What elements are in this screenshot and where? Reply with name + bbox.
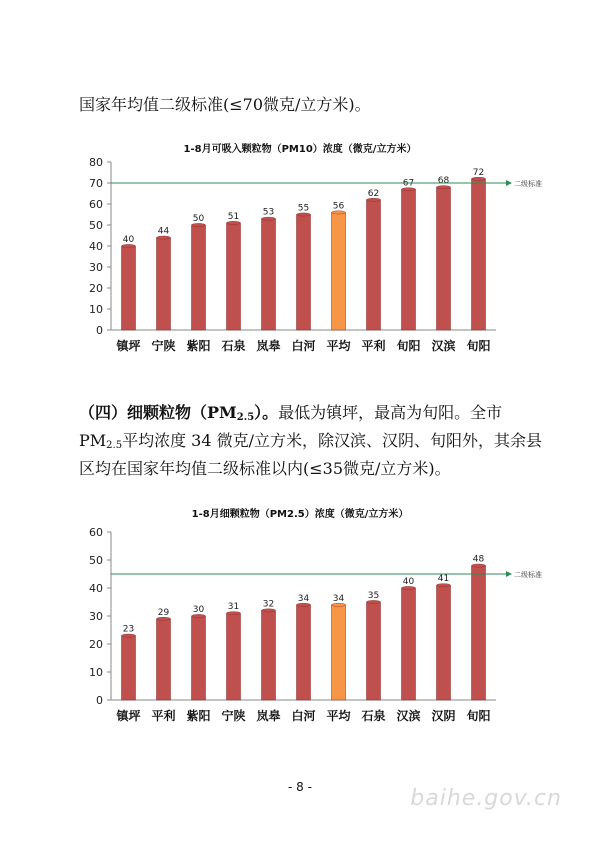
chart2-bar — [367, 602, 381, 700]
chart1-y-tick-label: 40 — [89, 240, 103, 253]
chart2-category-label: 旬阳 — [466, 709, 491, 723]
chart2-standard-label: 二级标准 — [514, 571, 542, 579]
chart2-bar — [122, 636, 136, 700]
chart2-data-label: 31 — [227, 602, 240, 613]
chart1-standard-label: 二级标准 — [514, 180, 542, 188]
chart2-y-tick-label: 30 — [89, 610, 103, 623]
chart2-bar — [192, 616, 206, 700]
chart1-y-tick-label: 50 — [89, 219, 103, 232]
chart2-data-label: 48 — [472, 554, 485, 565]
chart2-y-tick-label: 40 — [89, 582, 103, 595]
chart1-data-label: 62 — [367, 188, 380, 199]
chart2-data-label: 30 — [192, 605, 205, 615]
chart1-data-label: 55 — [297, 203, 310, 214]
chart2-bar — [402, 588, 416, 700]
chart2-category-label: 平均 — [326, 709, 351, 723]
section4-heading-sub: 2.5 — [236, 412, 255, 423]
section4-line1-rest: 最低为镇坪，最高为旬阳。全市 — [278, 403, 503, 422]
chart2-data-label: 41 — [437, 574, 450, 585]
chart2-category-label: 紫阳 — [186, 709, 211, 723]
chart2-bar — [332, 605, 346, 700]
chart2-category-label: 白河 — [291, 709, 316, 723]
chart1-data-label: 53 — [262, 207, 275, 218]
chart2-bar — [472, 566, 486, 700]
chart1-category-label: 旬阳 — [396, 339, 421, 353]
chart2-data-label: 34 — [332, 593, 345, 604]
chart1-category-label: 平均 — [326, 339, 351, 353]
chart1-y-tick-label: 20 — [89, 282, 103, 295]
chart2-category-label: 汉阴 — [431, 709, 456, 723]
page-number: - 8 - — [288, 780, 312, 794]
chart1-data-label: 50 — [192, 214, 205, 224]
section4-line3: 区均在国家年均值二级标准以内(≤35微克/立方米)。 — [79, 459, 451, 478]
section4-line2-rest: 平均浓度 34 微克/立方米，除汉滨、汉阴、旬阳外，其余县 — [122, 431, 542, 450]
chart2-data-label: 32 — [262, 599, 275, 610]
watermark-logo: baihe.gov.cn — [410, 786, 562, 811]
chart2-category-label: 石泉 — [361, 709, 386, 723]
chart2-y-tick-label: 50 — [89, 554, 103, 567]
chart2-title: 1-8月细颗粒物（PM2.5）浓度（微克/立方米） — [191, 509, 409, 520]
chart2-category-label: 宁陕 — [221, 709, 246, 723]
intro-line: 国家年均值二级标准(≤70微克/立方米)。 — [79, 95, 371, 114]
chart2-data-label: 23 — [122, 624, 135, 635]
chart2-data-label: 29 — [157, 607, 170, 618]
chart1-y-tick-label: 80 — [89, 156, 103, 169]
chart2-data-label: 34 — [297, 593, 310, 604]
chart2-y-tick-label: 0 — [96, 694, 103, 707]
chart1-category-label: 石泉 — [221, 339, 246, 353]
chart1-data-label: 51 — [227, 211, 240, 222]
chart2-bar — [157, 619, 171, 700]
chart2-category-label: 镇坪 — [116, 709, 141, 723]
section4-pm-sub: 2.5 — [106, 440, 123, 451]
chart1-category-label: 白河 — [291, 339, 316, 353]
chart1-data-label: 56 — [332, 201, 345, 212]
chart2-y-tick-label: 60 — [89, 526, 103, 539]
chart2-bar — [227, 613, 241, 700]
chart2-bar — [437, 585, 451, 700]
chart2-category-label: 平利 — [151, 709, 176, 723]
chart1-title: 1-8月可吸入颗粒物（PM10）浓度（微克/立方米） — [183, 144, 417, 155]
chart1-y-tick-label: 0 — [96, 324, 103, 337]
section4-heading: （四）细颗粒物（PM — [79, 403, 237, 422]
chart1-y-tick-label: 30 — [89, 261, 103, 274]
chart2-bar — [297, 605, 311, 700]
chart1-category-label: 旬阳 — [466, 339, 491, 353]
chart2-category-label: 岚皋 — [256, 709, 281, 723]
chart2-category-label: 汉滨 — [396, 709, 421, 723]
chart2-y-tick-label: 20 — [89, 638, 103, 651]
chart1-data-label: 44 — [157, 226, 170, 237]
chart1-category-label: 宁陕 — [151, 339, 176, 353]
chart1-category-label: 紫阳 — [186, 339, 211, 353]
chart1-data-label: 67 — [402, 178, 415, 189]
chart1-data-label: 72 — [472, 167, 485, 178]
chart1-category-label: 岚皋 — [256, 339, 281, 353]
chart1-category-label: 平利 — [361, 339, 386, 353]
chart2-data-label: 35 — [367, 591, 380, 601]
section4-heading-end: ）。 — [254, 403, 279, 422]
chart1-category-label: 汉滨 — [431, 339, 456, 353]
section4-pm: PM — [79, 431, 107, 450]
chart1-data-label: 68 — [437, 176, 450, 187]
chart2-data-label: 40 — [402, 577, 415, 587]
chart2-standard-arrow — [506, 571, 512, 577]
chart1-y-tick-label: 60 — [89, 198, 103, 211]
chart2-y-tick-label: 10 — [89, 666, 103, 679]
chart1-category-label: 镇坪 — [116, 339, 141, 353]
chart1-y-tick-label: 70 — [89, 177, 103, 190]
chart1-data-label: 40 — [122, 235, 135, 245]
chart2-bar — [262, 610, 276, 700]
chart1-y-tick-label: 10 — [89, 303, 103, 316]
